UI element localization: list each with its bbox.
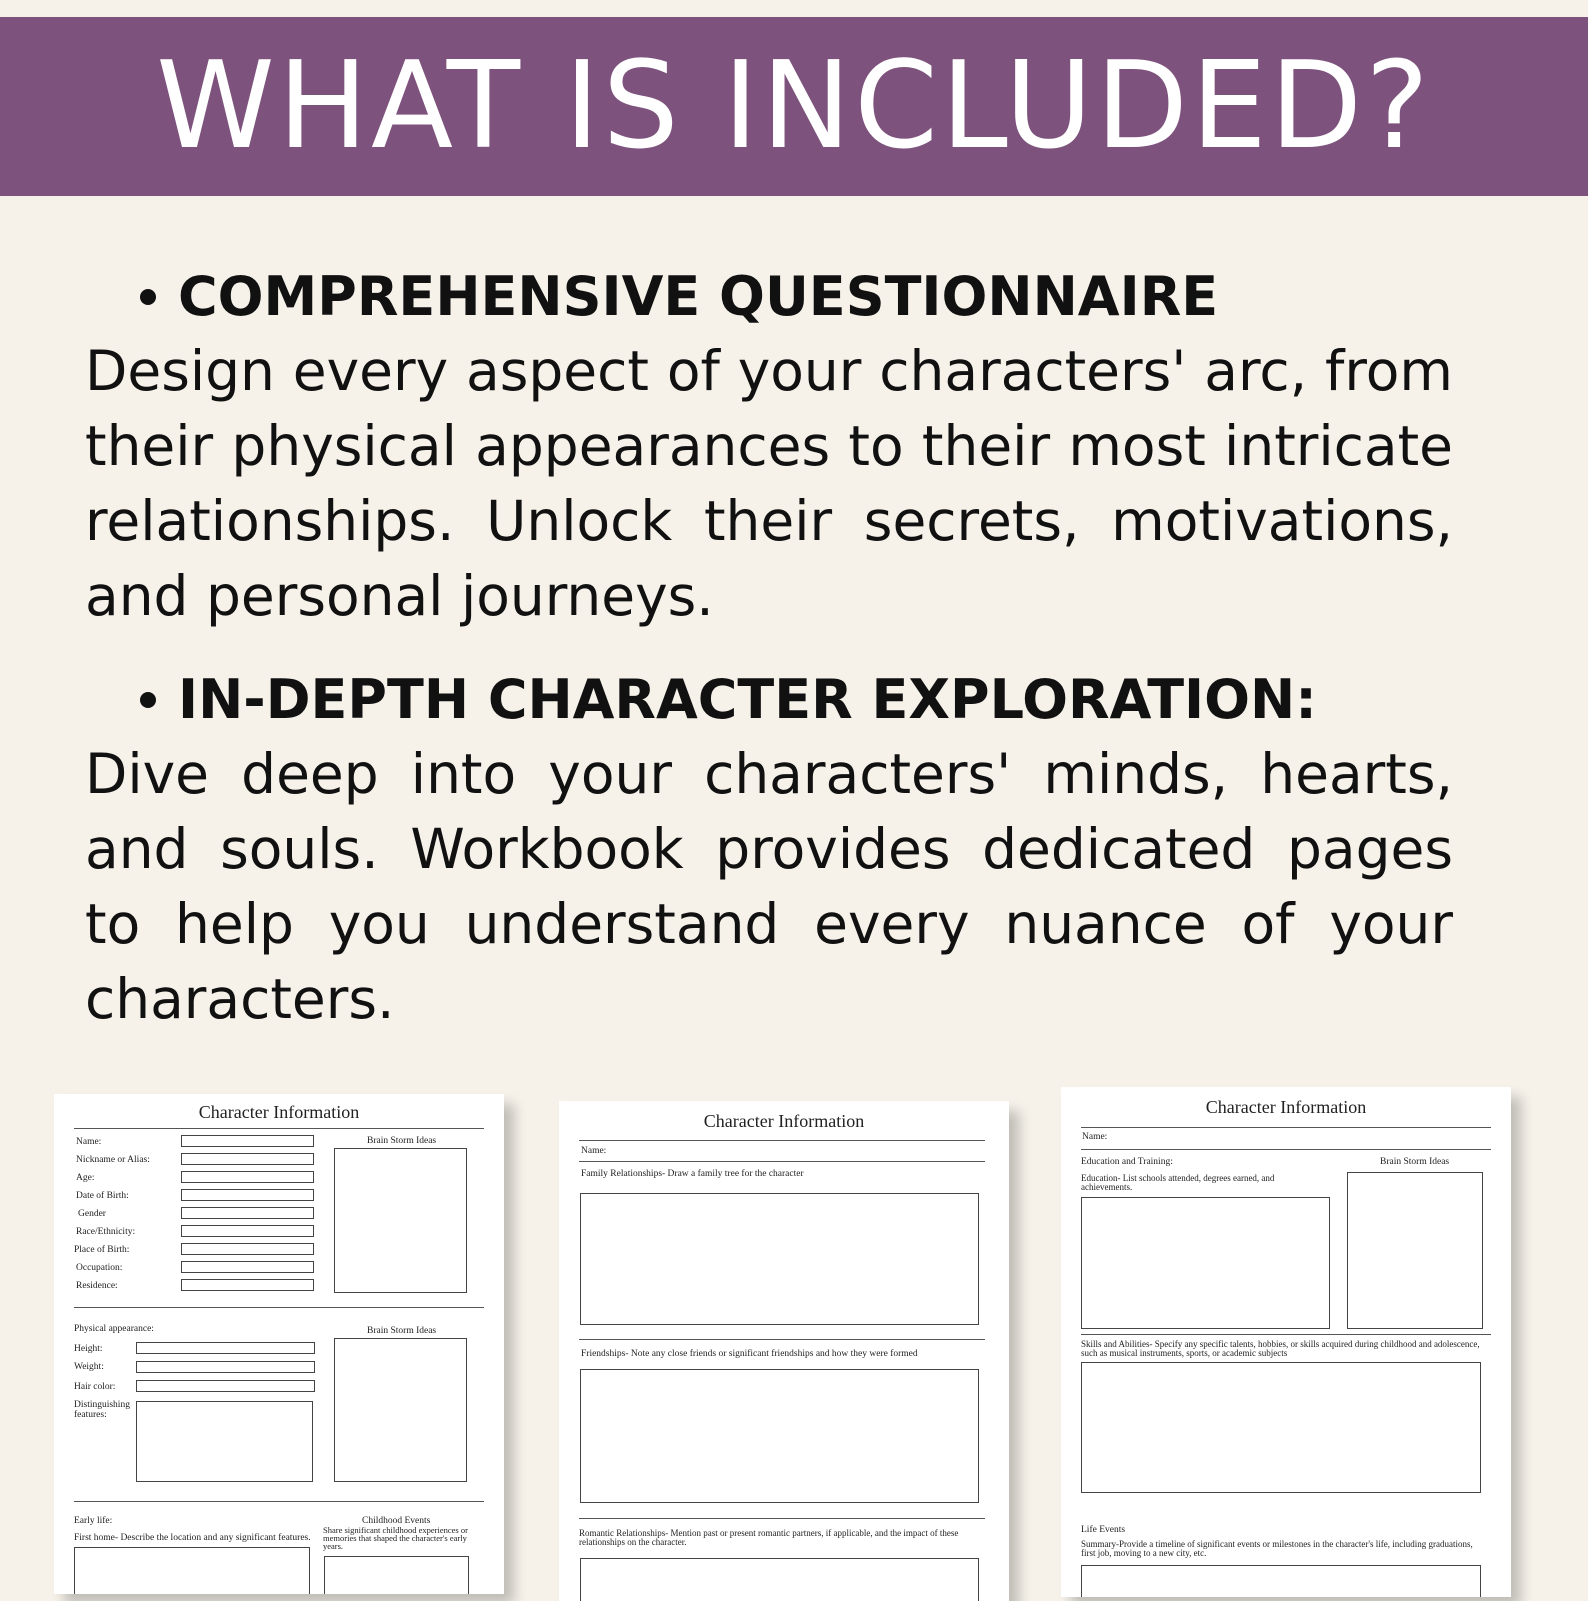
field-label: Nickname or Alias: <box>76 1155 150 1165</box>
field-label: Distinguishing features: <box>74 1400 130 1420</box>
childhood-events-desc: Share significant childhood experiences or memories that shaped the character's early years. <box>323 1525 468 1551</box>
worksheet-page-basic-info <box>54 1094 504 1594</box>
brainstorm-box[interactable] <box>334 1148 467 1293</box>
feature-heading-text: COMPREHENSIVE QUESTIONNAIRE <box>178 265 1219 328</box>
residence-field[interactable] <box>181 1279 314 1291</box>
date-of-birth-field[interactable] <box>181 1189 314 1201</box>
worksheet-title: Character Information <box>198 1102 360 1122</box>
friendships-box[interactable] <box>580 1369 979 1503</box>
height-field[interactable] <box>136 1342 315 1354</box>
page-title: WHAT IS INCLUDED? <box>156 36 1432 176</box>
feature-description: Design every aspect of your characters' arc, from their physical appearances to their most intricate relationships. Unlock their secrets, motivations, and personal journeys. <box>85 339 1453 628</box>
divider <box>579 1140 985 1141</box>
age-field[interactable] <box>181 1171 314 1183</box>
worksheet-page-education <box>1061 1087 1511 1597</box>
skills-box[interactable] <box>1081 1362 1481 1493</box>
divider <box>579 1339 985 1340</box>
field-label: Gender <box>78 1209 106 1219</box>
divider <box>579 1161 985 1162</box>
divider <box>579 1518 985 1519</box>
field-label: Race/Ethnicity: <box>76 1227 136 1237</box>
family-tree-box[interactable] <box>580 1193 979 1325</box>
field-label: Date of Birth: <box>76 1191 129 1201</box>
life-events-box[interactable] <box>1081 1565 1481 1597</box>
divider <box>74 1307 484 1308</box>
section-label: Early life: <box>74 1516 113 1526</box>
hair-color-field[interactable] <box>136 1380 315 1392</box>
feature-heading <box>140 665 1453 735</box>
feature-heading <box>140 262 1453 332</box>
occupation-field[interactable] <box>181 1261 314 1273</box>
field-label: Name: <box>1082 1132 1108 1142</box>
field-label: Residence: <box>76 1281 118 1291</box>
field-label: Weight: <box>74 1362 104 1372</box>
field-label: Education- List schools attended, degrees earned, and achievements. <box>1081 1173 1275 1192</box>
distinguishing-features-field[interactable] <box>136 1401 313 1482</box>
field-label: Skills and Abilities- Specify any specific talents, hobbies, or skills acquired during childhood and adolescence, such as musical instruments, sports, or academic subjects <box>1081 1339 1480 1358</box>
field-label: Hair color: <box>74 1382 116 1392</box>
nickname-field[interactable] <box>181 1153 314 1165</box>
field-label: Age: <box>76 1173 95 1183</box>
field-label: First home- Describe the location and any significant features. <box>74 1533 311 1543</box>
field-label: Occupation: <box>76 1263 123 1273</box>
gender-field[interactable] <box>181 1207 314 1219</box>
brainstorm-label: Brain Storm Ideas <box>1380 1157 1450 1167</box>
education-box[interactable] <box>1081 1197 1330 1329</box>
field-label: Name: <box>76 1137 102 1147</box>
race-ethnicity-field[interactable] <box>181 1225 314 1237</box>
brainstorm-box[interactable] <box>334 1338 467 1482</box>
brainstorm-box[interactable] <box>1347 1172 1483 1329</box>
childhood-events-title: Childhood Events <box>362 1516 431 1526</box>
section-label: Education and Training: <box>1081 1157 1173 1167</box>
divider <box>1081 1149 1491 1150</box>
feature-exploration <box>85 665 1453 1037</box>
feature-questionnaire <box>85 262 1453 634</box>
divider <box>1081 1127 1491 1128</box>
divider <box>74 1501 484 1502</box>
place-of-birth-field[interactable] <box>181 1243 314 1255</box>
section-label: Physical appearance: <box>74 1324 154 1334</box>
field-label: Summary-Provide a timeline of significant events or milestones in the character's life, including graduations, first job, moving to a new city, etc. <box>1081 1539 1473 1558</box>
worksheet-title: Character Information <box>1205 1097 1367 1117</box>
weight-field[interactable] <box>136 1361 315 1373</box>
section-label: Life Events <box>1081 1525 1126 1535</box>
header-banner <box>0 17 1588 196</box>
brainstorm-label: Brain Storm Ideas <box>367 1326 437 1336</box>
worksheet-title: Character Information <box>703 1111 865 1131</box>
worksheet-page-relationships <box>559 1101 1009 1601</box>
romantic-box[interactable] <box>580 1558 979 1601</box>
field-label: Friendships- Note any close friends or significant friendships and how they were formed <box>581 1349 918 1359</box>
childhood-events-box[interactable] <box>324 1556 469 1594</box>
field-label: Family Relationships- Draw a family tree for the character <box>581 1169 804 1179</box>
field-label: Name: <box>581 1146 607 1156</box>
field-label: Place of Birth: <box>74 1245 130 1255</box>
bullet-icon <box>140 289 156 305</box>
feature-heading-text: IN-DEPTH CHARACTER EXPLORATION: <box>178 668 1317 731</box>
feature-description: Dive deep into your characters' minds, hearts, and souls. Workbook provides dedicated pages to help you understand every nuance of your characters. <box>85 742 1453 1031</box>
first-home-box[interactable] <box>74 1547 310 1594</box>
brainstorm-label: Brain Storm Ideas <box>367 1136 437 1146</box>
divider <box>1081 1334 1491 1335</box>
divider <box>74 1128 484 1129</box>
field-label: Height: <box>74 1344 103 1354</box>
field-label: Romantic Relationships- Mention past or present romantic partners, if applicable, and the impact of these relationships on the character. <box>579 1528 959 1547</box>
name-field[interactable] <box>181 1135 314 1147</box>
bullet-icon <box>140 692 156 708</box>
